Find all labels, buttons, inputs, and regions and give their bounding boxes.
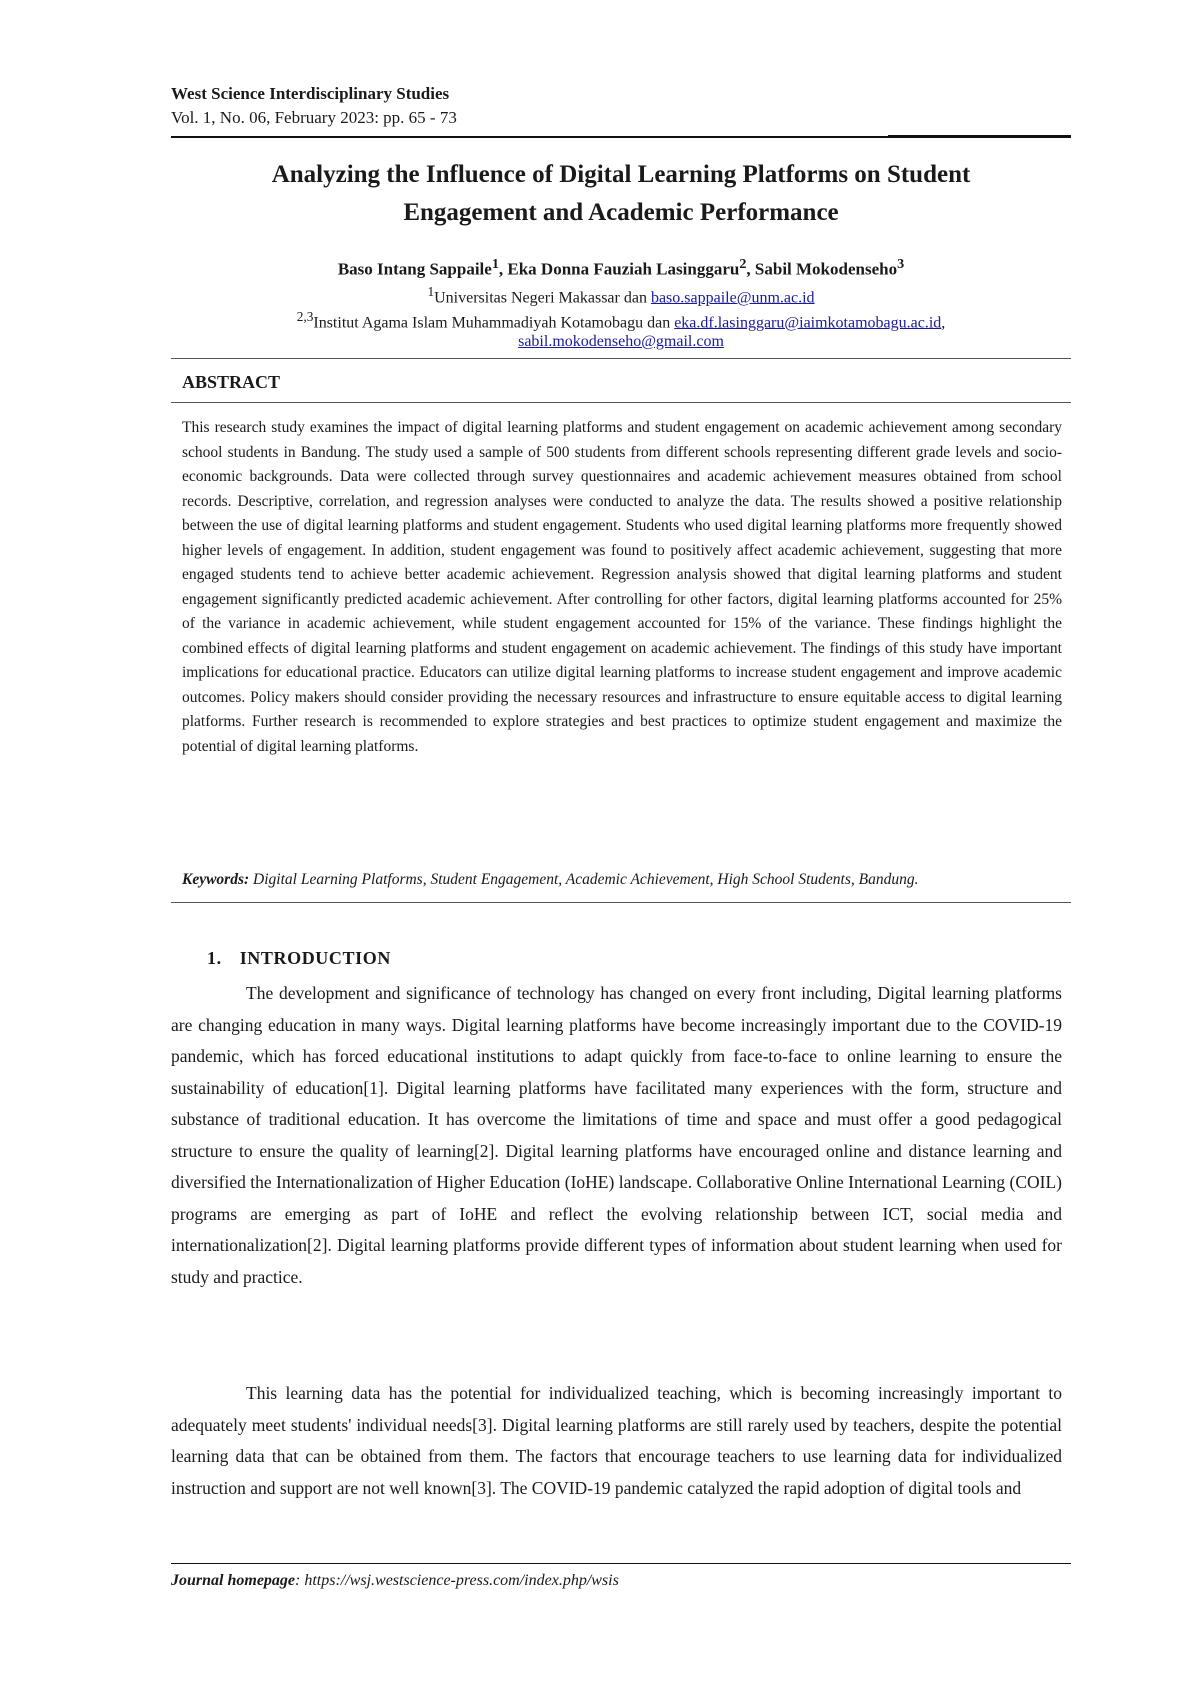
email-link-3[interactable]: sabil.mokodenseho@gmail.com — [518, 333, 724, 350]
abstract-heading-divider — [171, 402, 1071, 403]
keywords-label: Keywords: — [182, 871, 250, 888]
abstract-bottom-divider — [171, 902, 1071, 903]
abstract-heading: ABSTRACT — [182, 372, 281, 392]
title-line-2: Engagement and Academic Performance — [403, 199, 839, 226]
author-2: Eka Donna Fauziah Lasinggaru — [507, 259, 740, 279]
affiliation-1-mark: 1 — [427, 284, 435, 299]
section-number: 1. — [207, 948, 222, 968]
footer-divider — [171, 1563, 1071, 1564]
footer-label: Journal homepage — [171, 1572, 296, 1589]
abstract-top-divider — [171, 358, 1071, 359]
journal-volume: Vol. 1, No. 06, February 2023: pp. 65 - 73 — [171, 108, 457, 127]
affiliation-1-institution: Universitas Negeri Makassar dan — [434, 289, 651, 307]
author-3: Sabil Mokodenseho — [754, 259, 898, 279]
header-divider-accent — [888, 135, 1071, 138]
intro-paragraph-1: The development and significance of technology has changed on every front including, Digital learning platforms are changing education in many ways. Digital learning platforms have become increasingly important due to the COVID-19 pandemic, which has forced educational institutions to adapt quickly from face-to-face to online learning to ensure the sustainability of education[1]. Digital learning platforms have facilitated many experiences with the form, structure and substance of traditional education. It has overcome the limitations of time and space and must offer a good pedagogical structure to ensure the quality of learning[2]. Digital learning platforms have encouraged online and distance learning and diversified the Internationalization of Higher Education (IoHE) landscape. Collaborative Online International Learning (COIL) programs are emerging as part of IoHE and reflect the evolving relationship between ICT, social media and internationalization[2]. Digital learning platforms provide different types of information about student learning when used for study and practice. — [171, 983, 1062, 1287]
email-link-1[interactable]: baso.sappaile@unm.ac.id — [650, 289, 815, 307]
email-link-2[interactable]: eka.df.lasinggaru@iaimkotamobagu.ac.id — [674, 314, 942, 332]
journal-name: West Science Interdisciplinary Studies — [171, 84, 450, 103]
author-1: Baso Intang Sappaile — [337, 259, 492, 279]
journal-homepage-url[interactable]: https://wsj.westscience-press.com/index.php/wsis — [304, 1572, 619, 1589]
section-title: INTRODUCTION — [239, 948, 391, 968]
author-3-mark: 3 — [897, 256, 905, 272]
affiliation-2-institution: Institut Agama Islam Muhammadiyah Kotamobagu dan — [313, 314, 675, 332]
abstract-body: This research study examines the impact of digital learning platforms and student engagement on academic achievement among secondary school students in Bandung. The study used a sample of 500 students from different schools representing different grade levels and socio-economic backgrounds. Data were collected through survey questionnaires and academic achievement measures obtained from school records. Descriptive, correlation, and regression analyses were conducted to analyze the data. The results showed a positive relationship between the use of digital learning platforms and student engagement. Students who used digital learning platforms more frequently showed higher levels of engagement. In addition, student engagement was found to positively affect academic achievement, suggesting that more engaged students tend to achieve better academic achievement. Regression analysis showed that digital learning platforms and student engagement significantly predicted academic achievement. After controlling for other factors, digital learning platforms accounted for 25% of the variance in academic achievement, while student engagement accounted for 15% of the variance. These findings highlight the combined effects of digital learning platforms and student engagement on academic achievement. The findings of this study have important implications for educational practice. Educators can utilize digital learning platforms to increase student engagement and improve academic outcomes. Policy makers should consider providing the necessary resources and infrastructure to ensure equitable access to digital learning platforms. Further research is recommended to explore strategies and best practices to optimize student engagement and maximize the potential of digital learning platforms. — [182, 419, 1062, 755]
author-list: Baso Intang Sappaile$^1$, Eka Donna Fauziah Lasinggaru$^2$, Sabil Mokodenseho$^3$ — [337, 256, 905, 279]
paper-title — [171, 156, 1071, 232]
affiliation-2: $^{2,3}$Institut Agama Islam Muhammadiyah Kotamobagu dan eka.df.lasinggaru@iaimkotamobagu.ac.id, — [296, 309, 946, 332]
journal-homepage-footer: Journal homepage: https://wsj.westscience-press.com/index.php/wsis — [171, 1572, 619, 1589]
section-heading-introduction — [207, 948, 391, 969]
keywords — [182, 871, 1062, 889]
affiliation-3 — [171, 330, 1071, 354]
intro-paragraph-2: This learning data has the potential for individualized teaching, which is becoming increasingly important to adequately meet students' individual needs[3]. Digital learning platforms are still rarely used by teachers, despite the potential learning data that can be obtained from them. The factors that encourage teachers to use learning data for individualized instruction and support are not well known[3]. The COVID-19 pandemic catalyzed the rapid adoption of digital tools and — [171, 1383, 1062, 1498]
keywords-list: Digital Learning Platforms, Student Engagement, Academic Achievement, High School Students, Bandung. — [253, 871, 919, 888]
author-1-mark: 1 — [491, 256, 499, 272]
author-2-mark: 2 — [739, 256, 747, 272]
title-line-1: Analyzing the Influence of Digital Learning Platforms on Student — [271, 161, 971, 188]
affiliation-2-mark: 2,3 — [296, 309, 314, 324]
